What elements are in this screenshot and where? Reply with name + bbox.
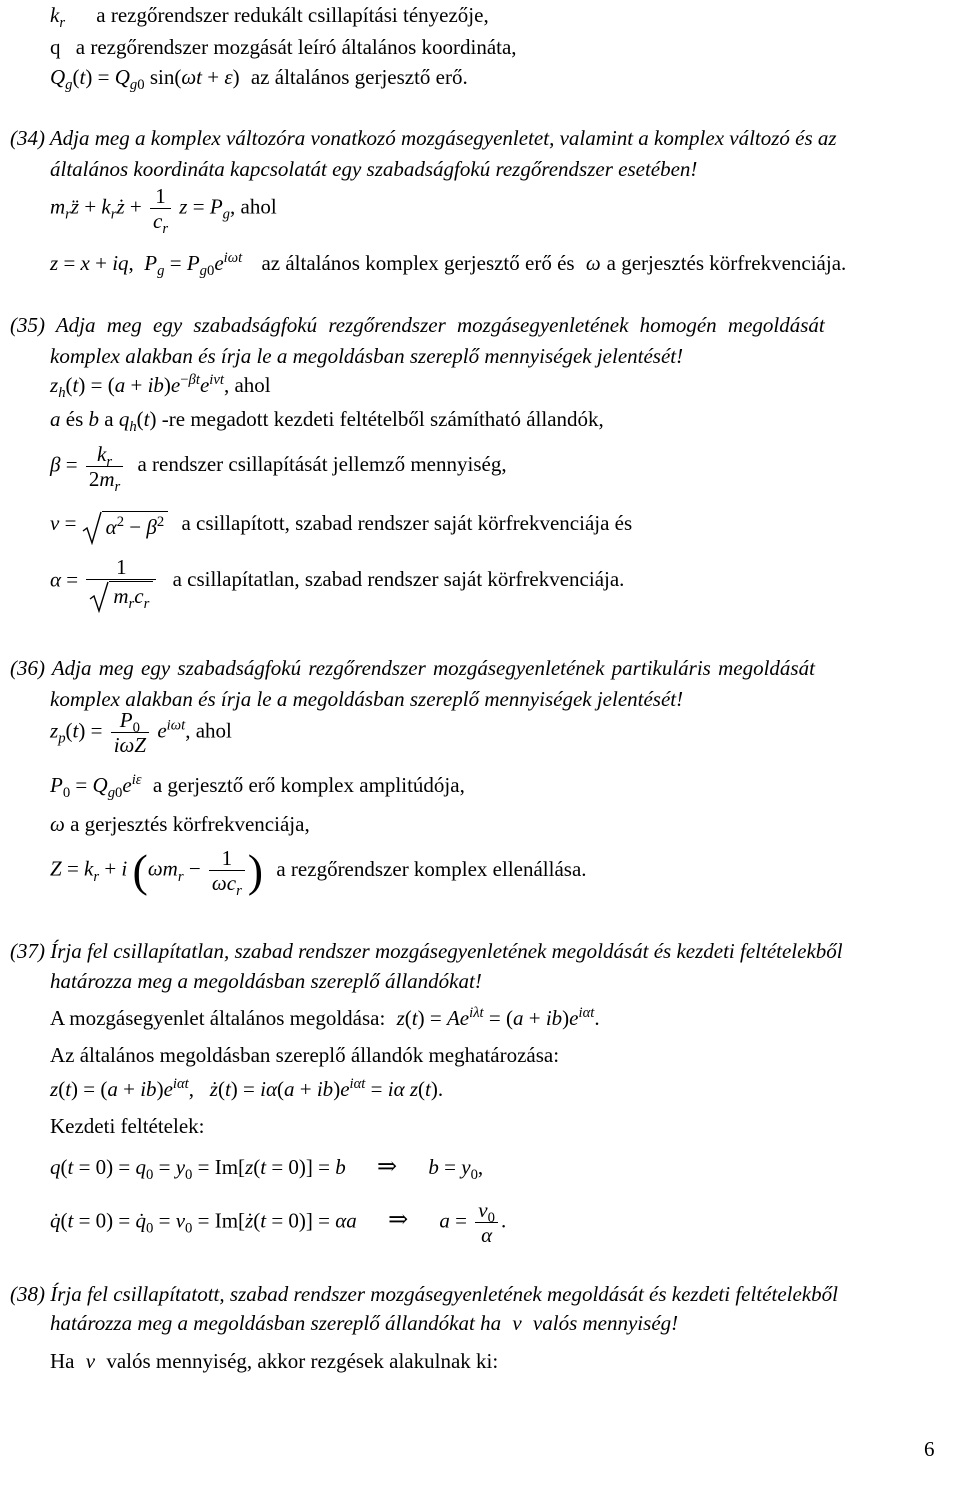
fraction-kr-over-2mr: $\frac{k_r}{2m_r}$ [86, 442, 123, 491]
q37-initial-label: Kezdeti feltételek: [50, 1114, 205, 1138]
q34-ahol: , ahol [230, 194, 277, 219]
q36-omega-desc: a gerjesztés körfrekvenciája, [70, 812, 310, 836]
q37-derivative: $z(t) = (a + ib)e^{i\alpha t}$, ż(t) = $i\alpha(a + ib)e^{i\alpha t} = i\alpha$ z(t). [50, 1076, 444, 1101]
q35-homogeneous-solution: $z_h(t) = (a + ib)e^{-\beta t}e^{i\nu t}$, ahol [50, 372, 271, 402]
page-number: 6 [924, 1437, 935, 1461]
def-qg-text: az általános gerjesztő erő. [250, 65, 468, 89]
q35-beta-desc: a rendszer csillapítását jellemző mennyiség, [137, 452, 507, 477]
q35-line2: komplex alakban és írja le a megoldásban szereplő mennyiségek jelentését! [50, 344, 684, 368]
def-q-text: a rezgőrendszer mozgását leíró általános koordináta, [75, 35, 517, 59]
q38-answer: Ha ν valós mennyiség, akkor rezgések alakulnak ki: [50, 1349, 499, 1373]
q36-p0-desc: a gerjesztő erő komplex amplitúdója, [152, 773, 465, 797]
q38-answer-a: Ha [50, 1349, 75, 1373]
q36-line1: (36) Adja meg egy szabadságfokú rezgőrendszer mozgásegyenletének partikuláris megoldását [10, 656, 815, 680]
q38-line2-a: határozza meg a megoldásban szereplő állandókat ha [50, 1311, 502, 1335]
q38-line2: határozza meg a megoldásban szereplő állandókat ha ν valós mennyiség! [50, 1311, 679, 1335]
q36-z-desc: a rezgőrendszer komplex ellenállása. [276, 856, 587, 881]
q35-nu-desc: a csillapított, szabad rendszer saját körfrekvenciája és [181, 511, 633, 535]
q37-condition-qdot: q̇(t = $0) = q̇_0 = v_0$ = Im[ż(t = 0)] = αa ⇒ a = $\frac{v_0}{\alpha}$ . [50, 1198, 507, 1248]
q35-alpha: α = $\frac{1}{m_rc_r}$ a csillapítatlan, szabad rendszer saját körfrekvenciája. [50, 555, 625, 612]
q38-line1: (38) Írja fel csillapítatott, szabad rendszer mozgásegyenletének megoldását és kezdeti feltételekből [10, 1282, 838, 1306]
fraction-1-over-sqrt-mrcr: $\frac{1}{m_rc_r}$ [86, 555, 156, 608]
def-q: q a rezgőrendszer mozgását leíró általános koordináta, [50, 35, 517, 59]
q35-ab-pre: és [65, 407, 84, 431]
sqrt-alpha-beta: $\alpha^2 - \beta^2$ [82, 511, 169, 540]
q35-alpha-desc: a csillapítatlan, szabad rendszer saját körfrekvenciája. [172, 567, 625, 592]
q34-desc2: a gerjesztés körfrekvenciája. [606, 251, 847, 275]
q36-particular-solution: $z_p(t)$ = $\frac{P_0}{\text{iωZ}}$ $e^{i\omega t}$, ahol [50, 708, 232, 758]
fraction-1-over-cr: $\frac{1}{c_r}$ [150, 184, 171, 233]
q34-z-relation: z = x + iq, $P_g = P_{g0}e^{i\omega t}$ az általános komplex gerjesztő erő és ω a gerjesztés körfrekvenciája. [50, 250, 847, 280]
implies-arrow-2: ⇒ [388, 1207, 409, 1234]
def-kr-text: a rezgőrendszer redukált csillapítási tényezője, [96, 3, 489, 27]
q34-equation: $m_rz̈$ + $k_rż$ + $\frac{1}{c_r}$ $z = P_g$, ahol [50, 184, 277, 238]
q38-line2-b: valós mennyiség! [532, 1311, 679, 1335]
q35-line1: (35) Adja meg egy szabadságfokú rezgőrendszer mozgásegyenletének homogén megoldását [10, 313, 825, 337]
q36-omega: ω a gerjesztés körfrekvenciája, [50, 812, 310, 836]
q37-line2: határozza meg a megoldásban szereplő állandókat! [50, 969, 482, 993]
q36-impedance: $Z = k_r + i$ ($\omega m_r$ − $\frac{1}{\omega c_r}$ ) a rezgőrendszer komplex ellenállása. [50, 845, 587, 900]
sqrt-mrcr: $m_rc_r$ [89, 581, 153, 608]
implies-arrow: ⇒ [377, 1154, 398, 1180]
q37-constants-label: Az általános megoldásban szereplő állandók meghatározása: [50, 1043, 560, 1067]
fraction-v0-over-alpha: $\frac{v_0}{\alpha}$ [475, 1198, 498, 1247]
q34-desc: az általános komplex gerjesztő erő és [261, 251, 575, 275]
q37-line1: (37) Írja fel csillapítatlan, szabad rendszer mozgásegyenletének megoldását és kezdeti feltételekből [10, 939, 843, 963]
q35-nu: ν = $\alpha^2 - \beta^2$ a csillapított, szabad rendszer saját körfrekvenciája és [50, 510, 632, 540]
fraction-p0-over-iwz: $\frac{P_0}{\text{iωZ}}$ [111, 708, 149, 757]
q35-beta: β = $\frac{k_r}{2m_r}$ a rendszer csillapítását jellemző mennyiség, [50, 442, 507, 496]
q36-p0: $P_0 = Q_{g0}e^{i\varepsilon}$ a gerjesztő erő komplex amplitúdója, [50, 772, 465, 802]
fraction-1-over-wcr: $\frac{1}{\omega c_r}$ [209, 846, 245, 895]
q34-line1: (34) Adja meg a komplex változóra vonatkozó mozgásegyenletet, valamint a komplex változó és az [10, 126, 837, 150]
q37-general-solution: A mozgásegyenlet általános megoldása: $z(t) = Ae^{i\lambda t} = (a + ib)e^{i\alpha t}$. [50, 1005, 600, 1030]
q35-ahol: , ahol [223, 373, 271, 397]
q34-line2: általános koordináta kapcsolatát egy szabadságfokú rezgőrendszer esetében! [50, 157, 698, 181]
q35-ab-mid: a [104, 407, 114, 431]
q36-ahol: , ahol [185, 718, 232, 743]
q35-ab-constants: a és b a $q_h(t)$ -re megadott kezdeti feltételből számítható állandók, [50, 407, 604, 436]
q35-ab-desc: -re megadott kezdeti feltételből számítható állandók, [161, 407, 604, 431]
q36-line2: komplex alakban és írja le a megoldásban szereplő mennyiségek jelentését! [50, 687, 684, 711]
q37-general-label: A mozgásegyenlet általános megoldása: [50, 1006, 386, 1030]
def-qg: $Q_g(t) = Q_{g0}$ sin(ωt + ε) az általános gerjesztő erő. [50, 65, 468, 94]
def-kr: $k_r$ a rezgőrendszer redukált csillapítási tényezője, [50, 3, 489, 32]
q38-answer-b: valós mennyiség, akkor rezgések alakulnak ki: [106, 1349, 499, 1373]
q37-condition-q: $q(t = 0) = q_0 = y_0 = Im[z(t = 0)] = b$ ⇒ $b = y_0$, [50, 1154, 484, 1184]
